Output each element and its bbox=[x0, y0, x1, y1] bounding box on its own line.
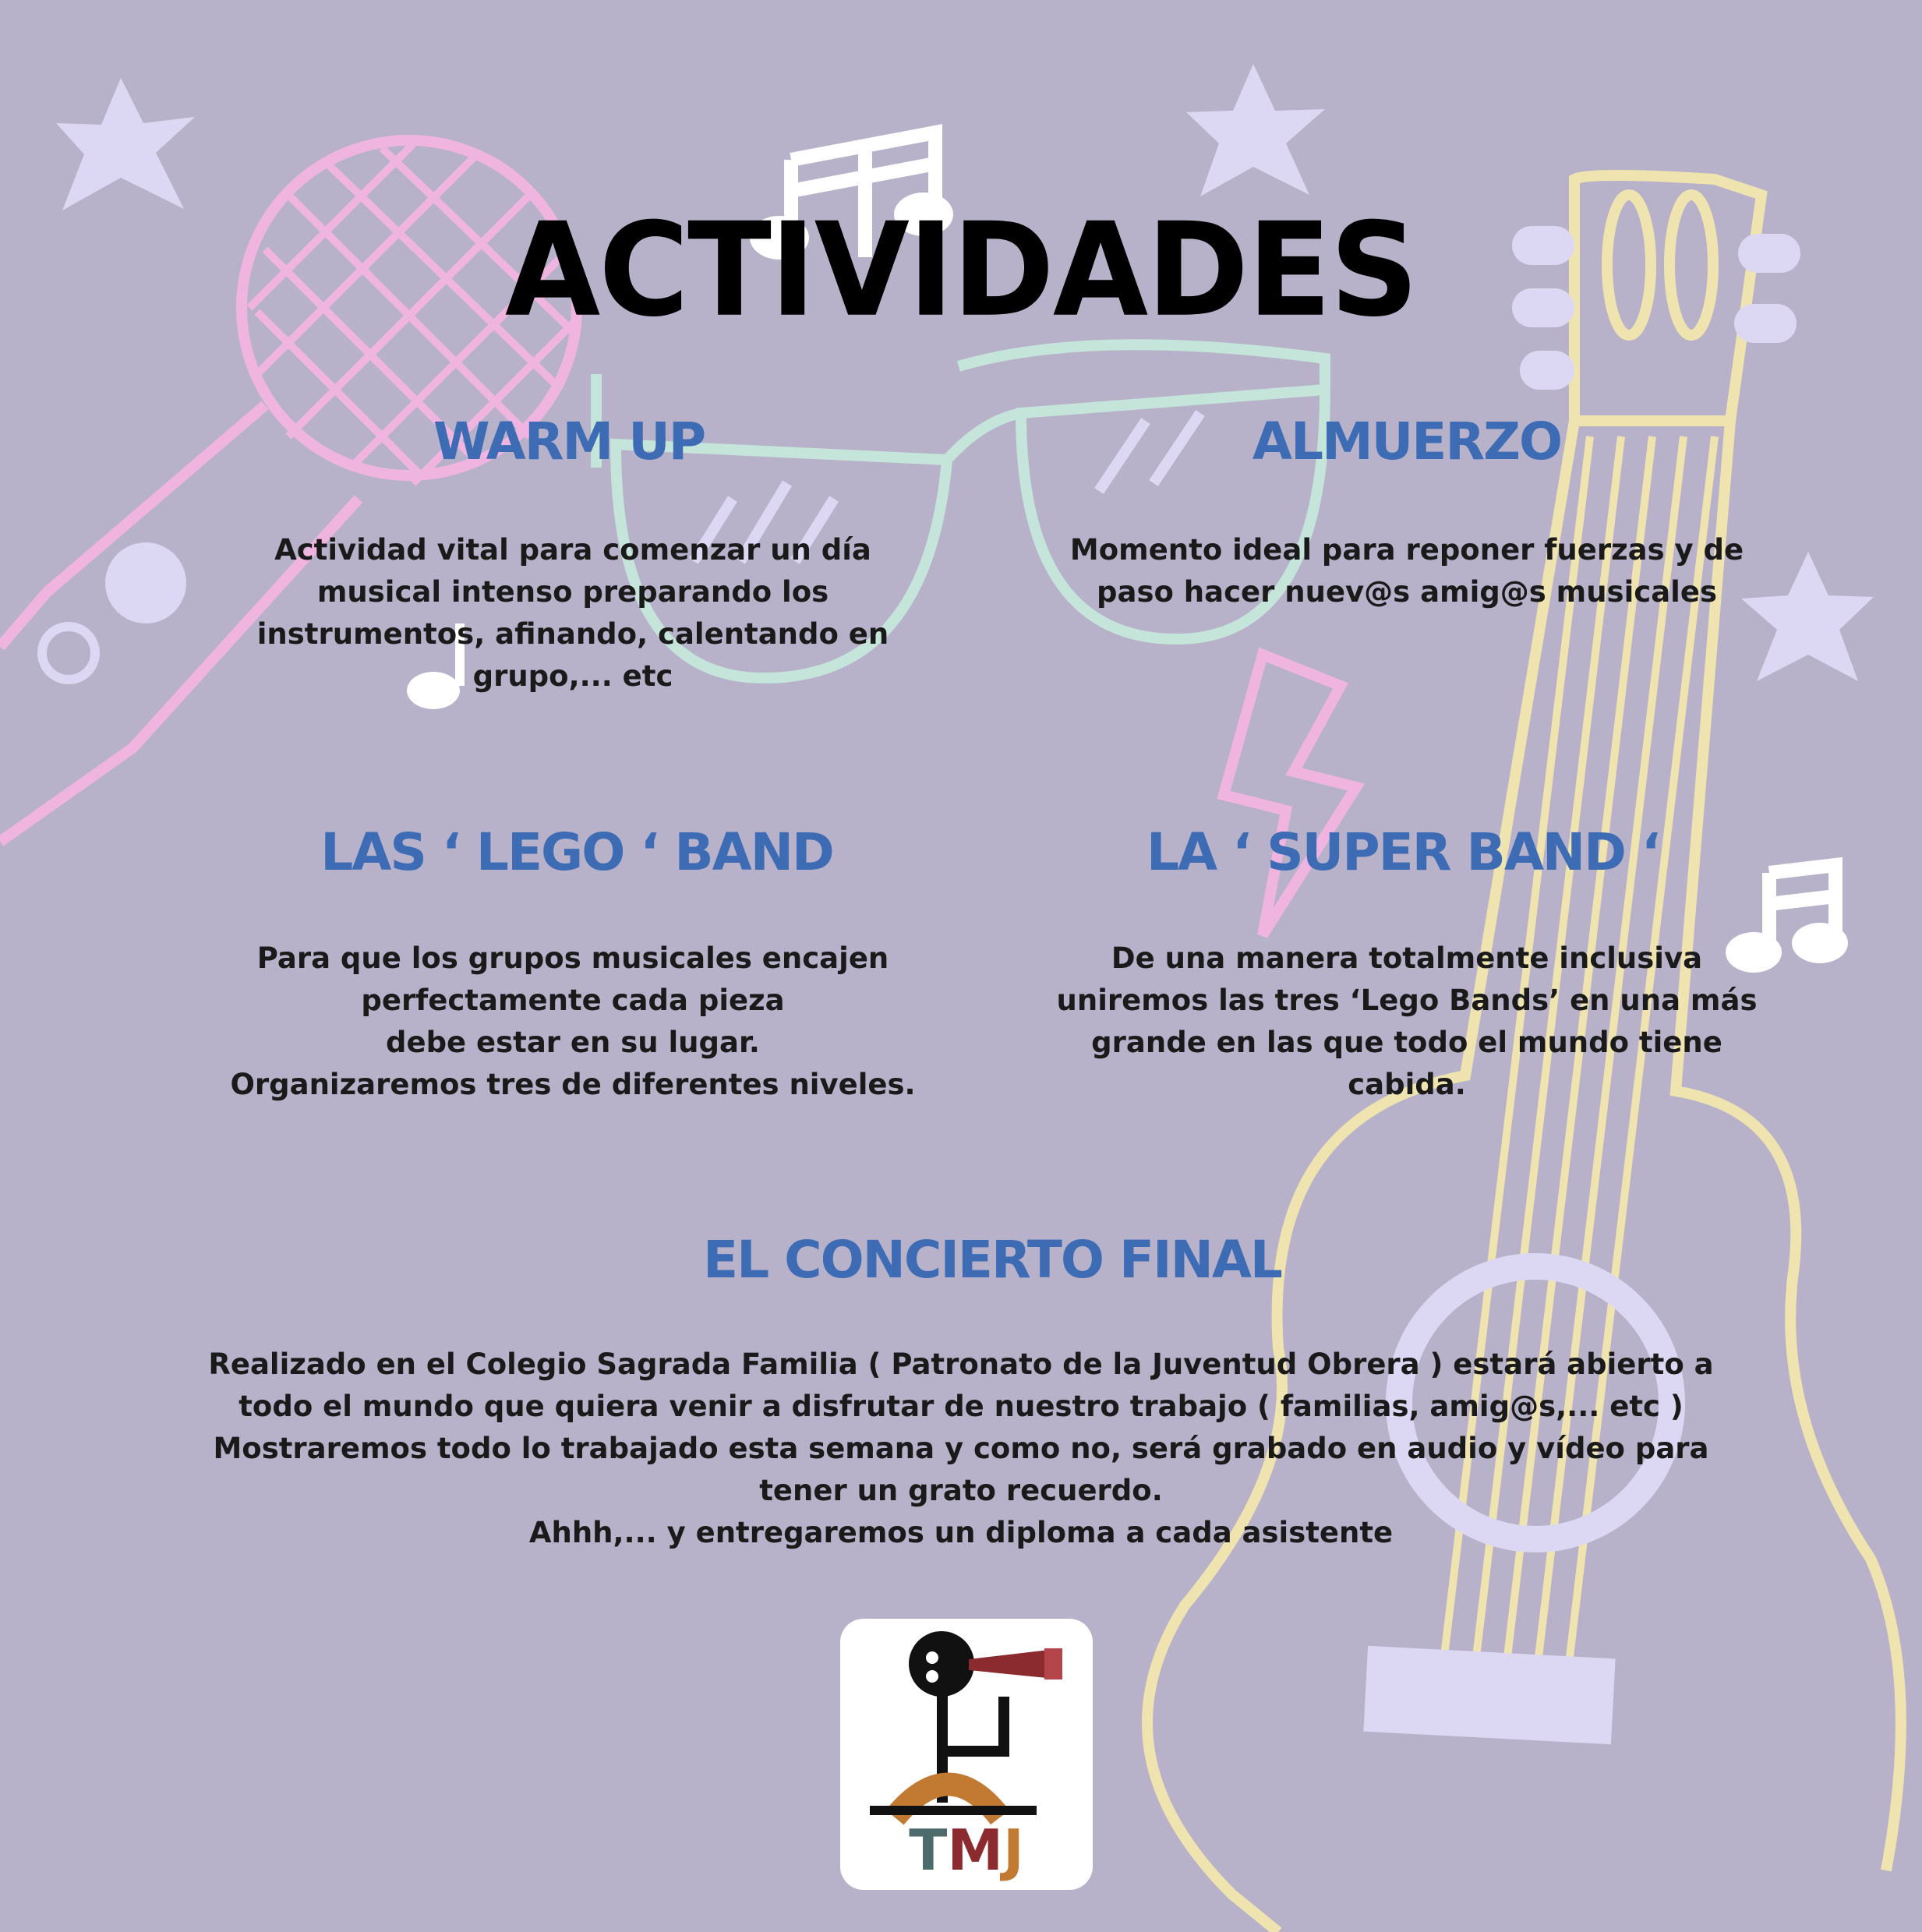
section-body-concierto bbox=[143, 1344, 1779, 1554]
text-line: todo el mundo que quiera venir a disfrutar de nuestro trabajo ( familias, amig@s,... etc ) bbox=[238, 1390, 1684, 1423]
text-line: musical intenso preparando los bbox=[316, 575, 829, 609]
text-line: instrumentos, afinando, calentando en bbox=[256, 617, 889, 651]
text-line: Momento ideal para reponer fuerzas y de bbox=[1069, 533, 1744, 567]
logo-letter-j: J bbox=[1002, 1817, 1024, 1883]
section-heading-warm-up: WARM UP bbox=[433, 411, 705, 472]
text-line: Para que los grupos musicales encajen bbox=[256, 941, 889, 975]
text-line: cabida. bbox=[1348, 1068, 1466, 1101]
logo-letter-t: T bbox=[909, 1817, 948, 1883]
text-line: Realizado en el Colegio Sagrada Familia ( Patronato de la Juventud Obrera ) estará abierto a bbox=[208, 1347, 1714, 1381]
section-body-super-band bbox=[966, 938, 1847, 1106]
text-line: uniremos las tres ‘Lego Bands’ en una más bbox=[1056, 984, 1758, 1017]
logo-letters bbox=[840, 1817, 1093, 1883]
text-line: grande en las que todo el mundo tiene bbox=[1091, 1026, 1722, 1059]
text-line: Ahhh,... y entregaremos un diploma a cada asistente bbox=[528, 1516, 1394, 1549]
text-line: paso hacer nuev@s amig@s musicales bbox=[1097, 575, 1717, 609]
section-body-almuerzo bbox=[978, 529, 1835, 613]
section-heading-super-band: LA ‘ SUPER BAND ‘ bbox=[1146, 822, 1659, 882]
section-heading-concierto: EL CONCIERTO FINAL bbox=[703, 1230, 1281, 1290]
logo-letter-m: M bbox=[947, 1817, 1003, 1883]
page-title: ACTIVIDADES bbox=[504, 195, 1418, 346]
text-line: grupo,... etc bbox=[472, 659, 673, 693]
guitar-bridge-icon bbox=[1363, 1646, 1615, 1744]
section-body-lego-band bbox=[171, 938, 974, 1106]
section-heading-almuerzo: ALMUERZO bbox=[1252, 411, 1562, 472]
section-heading-lego-band: LAS ‘ LEGO ‘ BAND bbox=[320, 822, 833, 882]
text-line: Mostraremos todo lo trabajado esta semana y como no, será grabado en audio y vídeo para bbox=[213, 1432, 1709, 1465]
text-line: Actividad vital para comenzar un día bbox=[274, 533, 871, 567]
tmj-logo bbox=[840, 1619, 1093, 1890]
text-line: tener un grato recuerdo. bbox=[759, 1474, 1163, 1507]
text-line: De una manera totalmente inclusiva bbox=[1111, 941, 1703, 975]
lightning-bolt-icon bbox=[1224, 655, 1356, 935]
text-line: Organizaremos tres de diferentes niveles. bbox=[230, 1068, 916, 1101]
section-body-warm-up bbox=[183, 529, 963, 698]
mic-button-icon bbox=[105, 542, 186, 623]
text-line: perfectamente cada pieza bbox=[361, 984, 785, 1017]
mic-ring-icon bbox=[42, 627, 95, 680]
text-line: debe estar en su lugar. bbox=[385, 1026, 760, 1059]
